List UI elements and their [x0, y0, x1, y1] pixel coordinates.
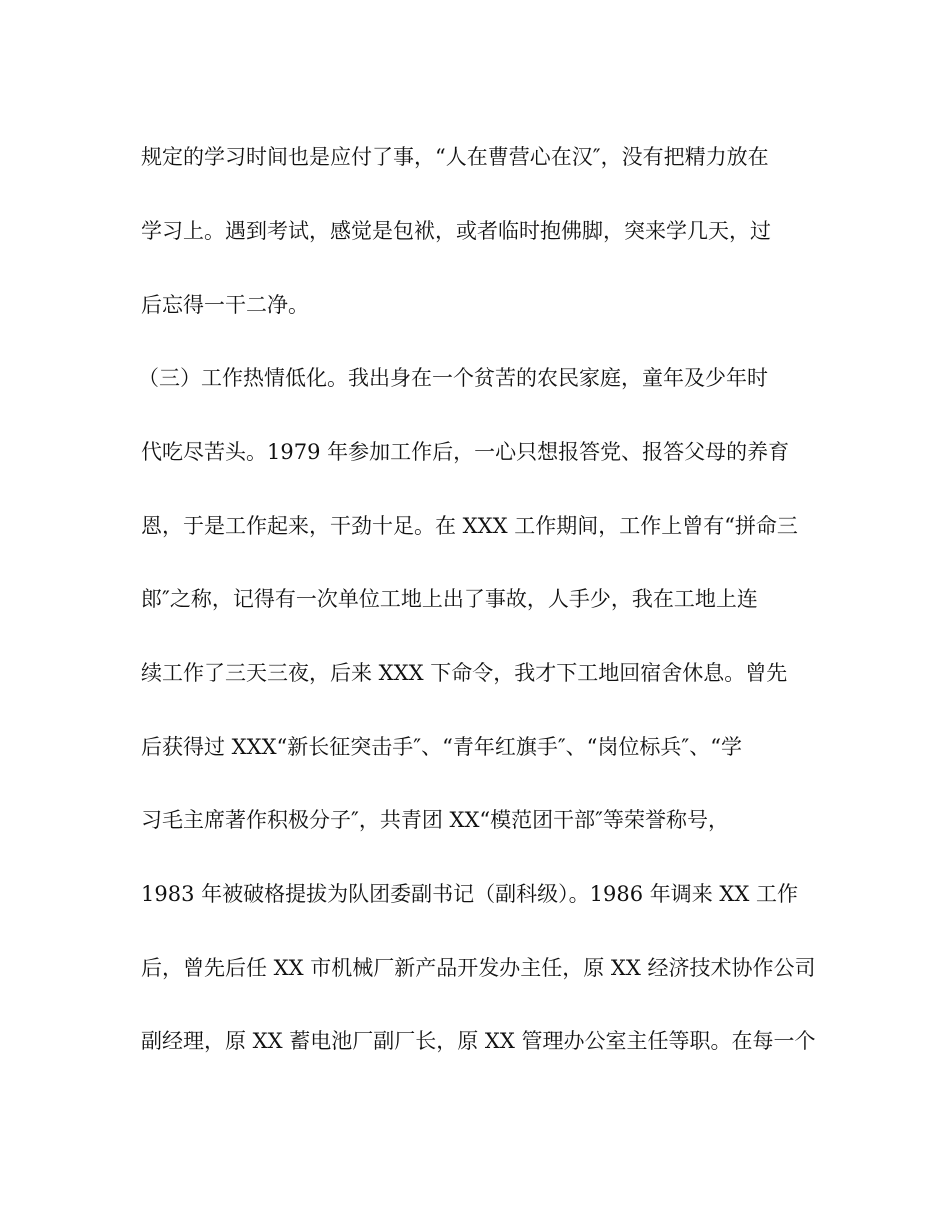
paragraph-line: 1983 年被破格提拔为队团委副书记（副科级）。1986 年调来 XX 工作 — [141, 882, 798, 906]
paragraph-line: 规定的学习时间也是应付了事，“人在曹营心在汉″，没有把精力放在 — [141, 145, 769, 169]
paragraph-line: 郎″之称，记得有一次单位工地上出了事故，人手少，我在工地上连 — [141, 587, 758, 611]
paragraph-line: 习毛主席著作积极分子″，共青团 XX“模范团干部″等荣誉称号， — [141, 808, 729, 832]
paragraph-line: 学习上。遇到考试，感觉是包袱，或者临时抱佛脚，突来学几天，过 — [141, 219, 771, 243]
paragraph-line: 代吃尽苦头。1979 年参加工作后，一心只想报答党、报答父母的养育 — [141, 440, 790, 464]
paragraph-line: 续工作了三天三夜，后来 XXX 下命令，我才下工地回宿舍休息。曾先 — [141, 661, 788, 685]
section-heading-line: （三）工作热情低化。我出身在一个贫苦的农民家庭，童年及少年时 — [138, 366, 768, 390]
paragraph-line: 后获得过 XXX“新长征突击手″、“青年红旗手″、“岗位标兵″、“学 — [141, 735, 742, 759]
paragraph-line: 后，曾先后任 XX 市机械厂新产品开发办主任，原 XX 经济技术协作公司 — [141, 956, 816, 980]
paragraph-line: 恩，于是工作起来，干劲十足。在 XXX 工作期间，工作上曾有“拼命三 — [141, 514, 798, 538]
paragraph-line: 副经理，原 XX 蓄电池厂副厂长，原 XX 管理办公室主任等职。在每一个 — [141, 1029, 816, 1053]
paragraph-line: 后忘得一干二净。 — [141, 293, 309, 317]
